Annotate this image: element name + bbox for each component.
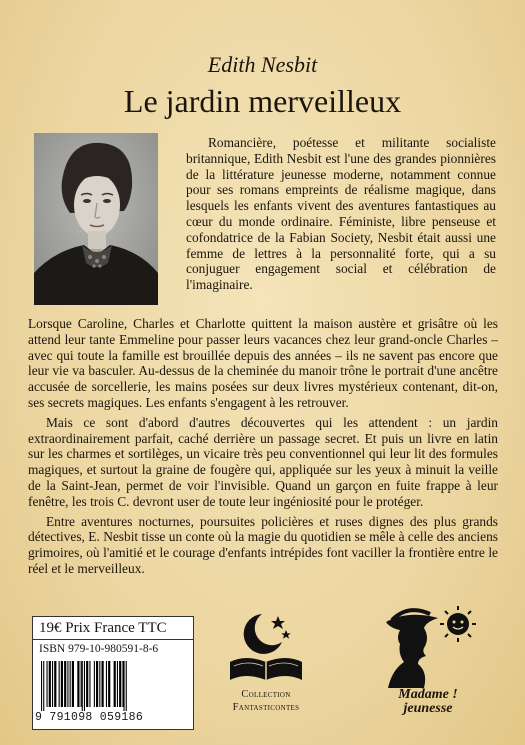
price-label: 19€ Prix France TTC xyxy=(33,617,193,640)
author-biography: Romancière, poétesse et militante socialiste britannique, Edith Nesbit est l'une des grandes pionnières de la littérature jeunesse moderne, notamment connue pour ses romans empreints de réalisme magique, dans lesquels les enfants vivent des aventures fantastiques au cœur du monde ordinaire. Féministe, libre penseuse et cofondatrice de la Fabian Society, Nesbit était aussi une femme de lettres à la personnalité forte, qui a su conjuguer engagement social et célébration de l'imaginaire. xyxy=(186,135,496,293)
moon-stars-book-icon xyxy=(226,606,306,686)
collection-line2: Fantasticontes xyxy=(232,702,300,713)
author-portrait xyxy=(34,133,158,305)
book-title: Le jardin merveilleux xyxy=(123,83,402,119)
summary-paragraph: Mais ce sont d'abord d'autres découvertes qui les attendent : un jardin extraordinairement parfait, caché derrière un passage secret. Et puis un livre en latin sur les charmes et sortilèges, un vicaire très peu conventionnel qui leur lit des formules magiques, et surtout la graine de fougère qui, appliquée sur les yeux à minuit la veille de la Saint-Jean, permet de voir l'invisible. Quand un garçon en fuite frappe à leur fenêtre, les trois C. devront user de toute leur ingéniosité pour le protéger. xyxy=(28,414,498,509)
barcode-icon xyxy=(39,661,185,711)
publisher-logo-text xyxy=(368,688,488,716)
author-name: Edith Nesbit xyxy=(207,52,318,77)
publisher-line2: jeunesse xyxy=(403,701,453,716)
price-isbn-box xyxy=(32,616,194,730)
isbn-label: ISBN 979-10-980591-8-6 xyxy=(39,643,159,655)
summary-paragraph: Lorsque Caroline, Charles et Charlotte quittent la maison austère et grisâtre où les attend leur tante Emmeline pour passer leurs vacances chez leur grand-oncle Charles – avec qui toute la famille est brouillée depuis des années – ils ne savent pas encore que leur vie va basculer. Au-dessus de la cheminée du manoir trône le portrait d'une ancêtre accusée de sorcellerie, les mains posées sur deux livres mystérieux contenant, dit-on, ses secrets magiques. Les enfants s'engagent à les retrouver. xyxy=(28,316,498,410)
collection-line1: Collection xyxy=(241,689,291,700)
portrait-photo xyxy=(34,133,158,305)
publisher-line1: Madame ! xyxy=(398,687,458,702)
book-summary xyxy=(28,316,498,581)
summary-paragraph: Entre aventures nocturnes, poursuites policières et ruses dignes des plus grands détectives, E. Nesbit tisse un conte où la magie du quotidien se mêle à celle des anciens grimoires, où l'amitié et le courage d'enfants intrépides font vaciller la frontière entre le réel et le merveilleux. xyxy=(28,513,498,576)
barcode-digits: 9 791098 059186 xyxy=(35,711,144,724)
collection-label xyxy=(196,688,336,714)
lady-silhouette-sun-icon xyxy=(378,600,478,690)
